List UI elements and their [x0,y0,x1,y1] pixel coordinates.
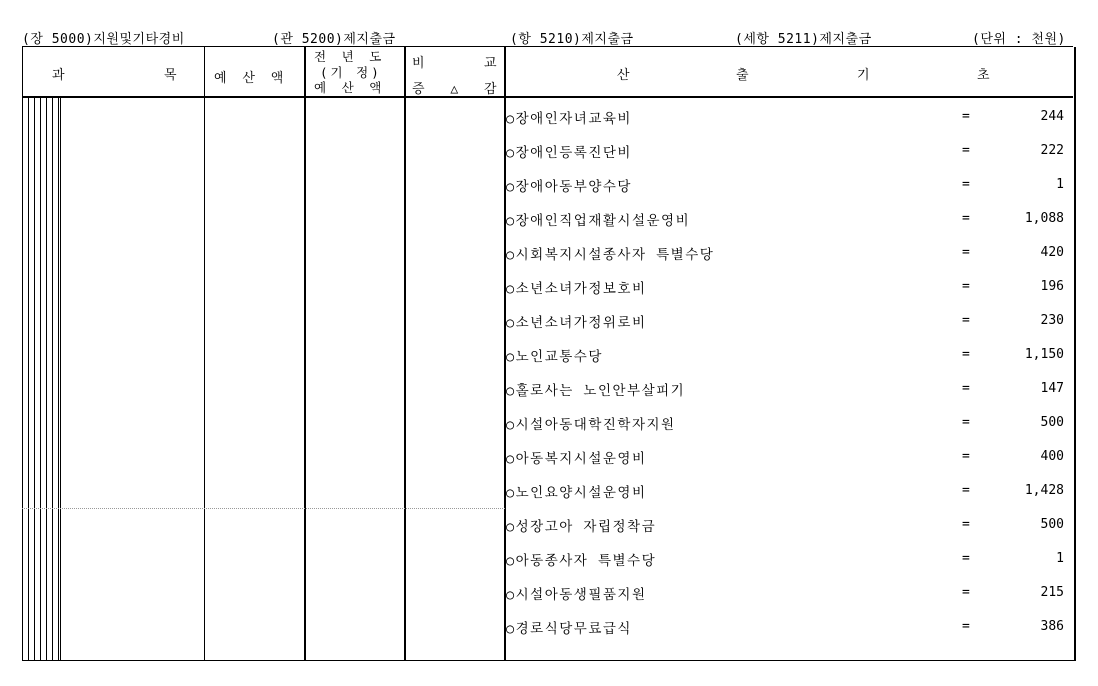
table-header-rule [22,96,1073,98]
equals-sign: = [962,143,970,158]
equals-sign: = [962,347,970,362]
equals-sign: = [962,313,970,328]
item-amount: 386 [1040,619,1064,634]
level-line [60,97,61,660]
equals-sign: = [962,449,970,464]
item-label: (항 5210)제지출금 [510,32,634,47]
item-amount: 1,150 [1024,347,1064,362]
item-name: ○시회복지시설종사자 특별수당 [506,247,715,263]
equals-sign: = [962,245,970,260]
item-name: ○장애인자녀교육비 [506,111,632,127]
column-divider [204,47,205,660]
item-name: ○장애인등록진단비 [506,145,632,161]
equals-sign: = [962,109,970,124]
header-compare-c: 증 △ 감 [412,82,506,97]
item-amount: 1,088 [1024,211,1064,226]
equals-sign: = [962,585,970,600]
chapter-label: (장 5000)지원및기타경비 [22,32,185,47]
item-name: ○소년소녀가정위로비 [506,315,647,331]
header-gwa: 과 [52,68,66,83]
item-amount: 400 [1040,449,1064,464]
item-amount: 500 [1040,517,1064,532]
equals-sign: = [962,619,970,634]
header-prev-2: (기 정) [320,65,382,80]
item-amount: 1,428 [1024,483,1064,498]
item-amount: 420 [1040,245,1064,260]
header-basis-3: 기 [857,68,871,83]
header-compare-a: 비 [412,56,426,71]
section-divider [22,508,505,509]
level-line [34,97,35,660]
item-name: ○아동복지시설운영비 [506,451,647,467]
item-amount: 244 [1040,109,1064,124]
item-name: ○장애인직업재활시설운영비 [506,213,691,229]
equals-sign: = [962,381,970,396]
equals-sign: = [962,279,970,294]
item-amount: 230 [1040,313,1064,328]
item-amount: 147 [1040,381,1064,396]
header-basis-2: 출 [736,68,750,83]
level-line [52,97,53,660]
item-amount: 1 [1056,177,1064,192]
section-label: (관 5200)제지출금 [272,32,396,47]
item-name: ○장애아동부양수당 [506,179,632,195]
level-line [28,97,29,660]
item-name: ○경로식당무료급식 [506,621,632,637]
equals-sign: = [962,517,970,532]
equals-sign: = [962,177,970,192]
header-budget: 예 산 액 [214,71,288,86]
item-amount: 215 [1040,585,1064,600]
item-name: ○홀로사는 노인안부살피기 [506,383,686,399]
column-divider [304,47,306,660]
item-name: ○노인교통수당 [506,349,603,365]
level-line [40,97,41,660]
item-amount: 196 [1040,279,1064,294]
level-line [58,97,59,660]
header-mok: 목 [164,68,178,83]
item-name: ○아동종사자 특별수당 [506,553,657,569]
item-amount: 222 [1040,143,1064,158]
item-name: ○성장고아 자립정착금 [506,519,657,535]
level-line [46,97,47,660]
subitem-label: (세항 5211)제지출금 [735,32,872,47]
item-amount: 500 [1040,415,1064,430]
header-basis-1: 산 [617,68,631,83]
header-prev-1: 전 년 도 [314,49,386,64]
equals-sign: = [962,551,970,566]
equals-sign: = [962,483,970,498]
item-amount: 1 [1056,551,1064,566]
header-prev-3: 예 산 액 [314,80,386,95]
equals-sign: = [962,415,970,430]
item-name: ○노인요양시설운영비 [506,485,647,501]
item-name: ○소년소녀가정보호비 [506,281,647,297]
item-name: ○시설아동대학진학자지원 [506,417,676,433]
column-divider [404,47,406,660]
equals-sign: = [962,211,970,226]
unit-label: (단위 : 천원) [972,32,1066,47]
header-compare-b: 교 [484,56,498,71]
item-name: ○시설아동생필품지원 [506,587,647,603]
header-basis-4: 초 [977,68,991,83]
